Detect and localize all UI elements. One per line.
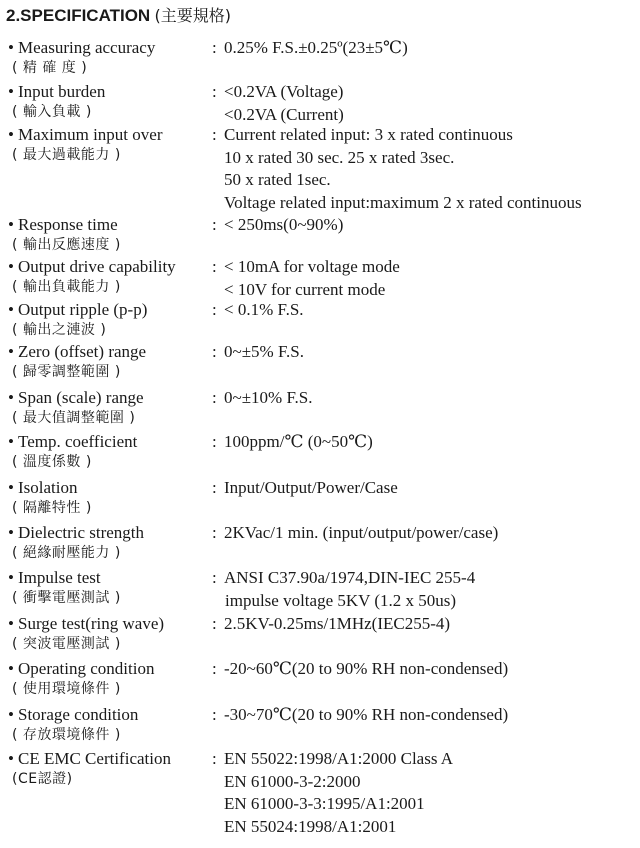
spec-label-en: • Input burden — [8, 82, 106, 101]
colon-separator: : — [212, 215, 217, 234]
spec-values — [224, 522, 498, 545]
spec-value: -30~70℃(20 to 90% RH non-condensed) — [224, 705, 509, 724]
spec-label-en: • Zero (offset) range — [8, 342, 147, 361]
spec-label-zh: ( 輸出負載能力 ) — [12, 279, 121, 295]
spec-label — [8, 477, 213, 519]
spec-label-zh: ( 精 確 度 ) — [12, 60, 88, 76]
spec-label-zh: ( 使用環境條件 ) — [12, 681, 121, 697]
spec-label — [8, 387, 213, 429]
colon-separator: : — [212, 38, 217, 57]
spec-value: 0.25% F.S.±0.25º(23±5℃) — [224, 38, 408, 57]
spec-label-zh: ( 輸入負載 ) — [12, 104, 92, 120]
spec-label — [8, 37, 213, 79]
spec-values — [224, 658, 508, 681]
spec-label — [8, 124, 213, 166]
spec-label-en: • Storage condition — [8, 705, 139, 724]
spec-value: Voltage related input:maximum 2 x rated continuous — [224, 192, 582, 212]
spec-values — [224, 214, 343, 237]
bullet-icon: • — [8, 749, 14, 768]
spec-label-zh: ( 突波電壓測試 ) — [12, 636, 121, 652]
colon-separator: : — [212, 257, 217, 276]
spec-label-en: • Impulse test — [8, 568, 101, 587]
spec-label — [8, 81, 213, 123]
spec-value: EN 61000-3-2:2000 — [224, 771, 361, 791]
spec-value: <0.2VA (Current) — [224, 104, 344, 124]
bullet-icon: • — [8, 659, 14, 678]
spec-label-en: • Surge test(ring wave) — [8, 614, 165, 633]
colon-separator: : — [212, 388, 217, 407]
spec-label-en: • Output ripple (p-p) — [8, 300, 148, 319]
spec-value: 0~±5% F.S. — [224, 342, 304, 361]
colon-separator: : — [212, 478, 217, 497]
bullet-icon: • — [8, 125, 14, 144]
bullet-icon: • — [8, 38, 14, 57]
bullet-icon: • — [8, 257, 14, 276]
spec-label-zh: ( 歸零調整範圍 ) — [12, 364, 121, 380]
spec-label — [8, 567, 213, 609]
colon-separator: : — [212, 523, 217, 542]
spec-values — [224, 387, 313, 410]
spec-values — [224, 256, 400, 301]
colon-separator: : — [212, 300, 217, 319]
spec-values — [224, 299, 304, 322]
spec-label-en: • Isolation — [8, 478, 78, 497]
bullet-icon: • — [8, 388, 14, 407]
colon-separator: : — [212, 125, 217, 144]
spec-label-en: • Output drive capability — [8, 257, 176, 276]
spec-label — [8, 522, 213, 564]
spec-value: < 0.1% F.S. — [224, 300, 304, 319]
spec-values — [224, 613, 450, 636]
colon-separator: : — [212, 342, 217, 361]
section-title-chinese: (主要規格) — [154, 6, 231, 25]
spec-values — [224, 704, 508, 727]
spec-value: Input/Output/Power/Case — [224, 478, 398, 497]
bullet-icon: • — [8, 523, 14, 542]
spec-values — [224, 81, 344, 126]
spec-value: Current related input: 3 x rated continuous — [224, 125, 513, 144]
bullet-icon: • — [8, 215, 14, 234]
spec-values — [224, 431, 373, 454]
colon-separator: : — [212, 568, 217, 587]
spec-value: 50 x rated 1sec. — [224, 170, 331, 189]
section-heading — [6, 4, 231, 28]
bullet-icon: • — [8, 300, 14, 319]
colon-separator: : — [212, 614, 217, 633]
spec-label-en: • Temp. coefficient — [8, 432, 138, 451]
spec-value: < 10mA for voltage mode — [224, 257, 400, 276]
bullet-icon: • — [8, 705, 14, 724]
spec-value: 0~±10% F.S. — [224, 388, 313, 407]
bullet-icon: • — [8, 342, 14, 361]
colon-separator: : — [212, 705, 217, 724]
spec-label-en: • Dielectric strength — [8, 523, 145, 542]
spec-value: EN 55024:1998/A1:2001 — [224, 816, 397, 836]
spec-value: EN 61000-3-3:1995/A1:2001 — [224, 794, 425, 813]
spec-label-zh: ( 最大值調整範圍 ) — [12, 410, 136, 426]
spec-values — [224, 37, 408, 60]
spec-label — [8, 341, 213, 383]
spec-label-zh: ( 隔離特性 ) — [12, 500, 92, 516]
bullet-icon: • — [8, 614, 14, 633]
spec-value: EN 55022:1998/A1:2000 Class A — [224, 749, 454, 768]
spec-value: 2KVac/1 min. (input/output/power/case) — [224, 523, 499, 542]
spec-value: impulse voltage 5KV (1.2 x 50us) — [225, 590, 457, 610]
spec-label — [8, 431, 213, 473]
colon-separator: : — [212, 432, 217, 451]
spec-label-en: • Operating condition — [8, 659, 155, 678]
spec-label-en: • Measuring accuracy — [8, 38, 156, 57]
spec-label-en: • Span (scale) range — [8, 388, 144, 407]
spec-values — [224, 124, 582, 214]
spec-label — [8, 748, 213, 790]
spec-label-zh: (CE認證) — [12, 771, 73, 787]
spec-label-zh: ( 溫度係數 ) — [12, 454, 92, 470]
spec-label-en: • Response time — [8, 215, 118, 234]
bullet-icon: • — [8, 82, 14, 101]
colon-separator: : — [212, 659, 217, 678]
spec-label-zh: ( 存放環境條件 ) — [12, 727, 121, 743]
spec-label — [8, 704, 213, 746]
spec-value: -20~60℃(20 to 90% RH non-condensed) — [224, 659, 509, 678]
spec-label-zh: ( 衝擊電壓測試 ) — [12, 590, 121, 606]
spec-label-zh: ( 絕緣耐壓能力 ) — [12, 545, 121, 561]
spec-label-zh: ( 輸出之漣波 ) — [12, 322, 107, 338]
spec-label — [8, 613, 213, 655]
spec-values — [224, 748, 453, 838]
spec-value: <0.2VA (Voltage) — [224, 82, 344, 101]
spec-label-en: • Maximum input over — [8, 125, 163, 144]
spec-values — [224, 341, 304, 364]
bullet-icon: • — [8, 432, 14, 451]
spec-values — [224, 477, 398, 500]
colon-separator: : — [212, 82, 217, 101]
spec-label — [8, 256, 213, 298]
spec-label — [8, 658, 213, 700]
spec-label-en: • CE EMC Certification — [8, 749, 171, 768]
spec-value: < 10V for current mode — [224, 279, 386, 299]
spec-value: ANSI C37.90a/1974,DIN-IEC 255-4 — [224, 568, 476, 587]
spec-value: 2.5KV-0.25ms/1MHz(IEC255-4) — [224, 614, 451, 633]
spec-value: < 250ms(0~90%) — [224, 215, 344, 234]
spec-values — [224, 567, 475, 612]
spec-value: 100ppm/℃ (0~50℃) — [224, 432, 373, 451]
spec-label — [8, 299, 213, 341]
spec-value: 10 x rated 30 sec. 25 x rated 3sec. — [224, 147, 455, 167]
spec-label-zh: ( 最大過載能力 ) — [12, 147, 121, 163]
spec-label — [8, 214, 213, 256]
bullet-icon: • — [8, 478, 14, 497]
spec-label-zh: ( 輸出反應速度 ) — [12, 237, 121, 253]
colon-separator: : — [212, 749, 217, 768]
bullet-icon: • — [8, 568, 14, 587]
section-title: 2.SPECIFICATION — [6, 6, 151, 25]
